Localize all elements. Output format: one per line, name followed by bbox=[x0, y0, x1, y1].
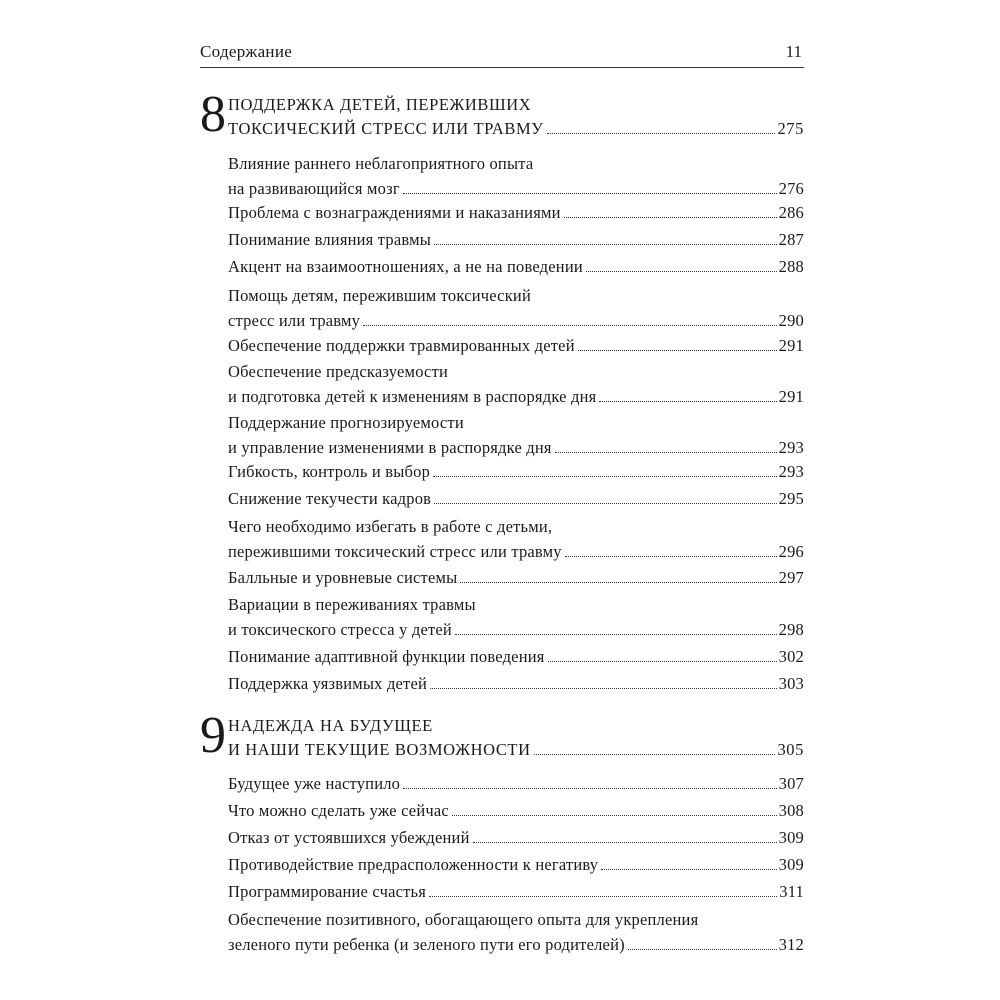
toc-entry bbox=[228, 334, 804, 358]
toc-entry-title: и токсического стресса у детей bbox=[228, 620, 452, 639]
dot-leader bbox=[599, 401, 776, 402]
dot-leader bbox=[548, 661, 777, 662]
toc-entry-title: стресс или травму bbox=[228, 311, 361, 330]
toc-entry-title: Будущее уже наступило bbox=[228, 774, 401, 793]
dot-leader bbox=[452, 815, 777, 816]
chapter-title-line: ПОДДЕРЖКА ДЕТЕЙ, ПЕРЕЖИВШИХ bbox=[228, 95, 532, 114]
dot-leader bbox=[601, 869, 776, 870]
toc-entry bbox=[228, 880, 804, 904]
toc-entry bbox=[228, 255, 804, 279]
dot-leader bbox=[565, 556, 777, 557]
toc-page-number: 288 bbox=[778, 257, 804, 276]
dot-leader bbox=[455, 634, 777, 635]
dot-leader bbox=[403, 788, 777, 789]
dot-leader bbox=[363, 325, 777, 326]
toc-entry bbox=[228, 799, 804, 823]
toc-page-number: 296 bbox=[778, 542, 804, 561]
chapter-title-line: ТОКСИЧЕСКИЙ СТРЕСС ИЛИ ТРАВМУ bbox=[228, 119, 544, 138]
chapter-title-line: НАДЕЖДА НА БУДУЩЕЕ bbox=[228, 716, 433, 735]
toc-entry bbox=[228, 514, 804, 564]
toc-entry-title: Балльные и уровневые системы bbox=[228, 568, 458, 587]
toc-entry bbox=[228, 566, 804, 590]
dot-leader bbox=[433, 476, 777, 477]
toc-entry bbox=[228, 645, 804, 669]
toc-entry-title: Обеспечение поддержки травмированных детей bbox=[228, 336, 575, 355]
toc-page-number: 295 bbox=[778, 489, 804, 508]
toc-page-number: 287 bbox=[778, 230, 804, 249]
chapter-number: 9 bbox=[200, 707, 226, 764]
toc-entry-line: Поддержание прогнозируемости bbox=[228, 413, 464, 432]
chapter-heading bbox=[200, 707, 804, 764]
chapter-number: 8 bbox=[200, 86, 226, 143]
toc-entry-title: пережившими токсический стресс или травму bbox=[228, 542, 562, 561]
dot-leader bbox=[473, 842, 777, 843]
toc-entry bbox=[228, 772, 804, 796]
dot-leader bbox=[460, 582, 776, 583]
toc-entry bbox=[228, 201, 804, 225]
dot-leader bbox=[434, 503, 776, 504]
toc-entry-title: Противодействие предрасположенности к негативу bbox=[228, 855, 599, 874]
toc-entry bbox=[228, 228, 804, 252]
toc-entry bbox=[228, 151, 804, 201]
toc-page-number: 293 bbox=[778, 462, 804, 481]
toc-entry-title: Понимание влияния травмы bbox=[228, 230, 432, 249]
toc-page-number: 298 bbox=[778, 620, 804, 639]
toc-entry bbox=[228, 672, 804, 696]
toc-entry-line: Влияние раннего неблагоприятного опыта bbox=[228, 154, 534, 173]
toc-page-number: 309 bbox=[778, 855, 804, 874]
toc-entry-title: Акцент на взаимоотношениях, а не на поведении bbox=[228, 257, 583, 276]
toc-entry-title: и управление изменениями в распорядке дня bbox=[228, 438, 552, 457]
chapter-page-number: 305 bbox=[777, 740, 804, 759]
toc-entry-title: Что можно сделать уже сейчас bbox=[228, 801, 449, 820]
chapter-title bbox=[228, 714, 804, 762]
chapter-title-last-line bbox=[228, 738, 804, 762]
dot-leader bbox=[564, 217, 777, 218]
dot-leader bbox=[628, 949, 777, 950]
toc-entry-title: Снижение текучести кадров bbox=[228, 489, 432, 508]
dot-leader bbox=[429, 896, 777, 897]
toc-entry-line: Чего необходимо избегать в работе с детьми, bbox=[228, 517, 553, 536]
toc-entry bbox=[228, 907, 804, 957]
toc-entry bbox=[228, 487, 804, 511]
running-header bbox=[200, 42, 804, 68]
toc-entry bbox=[228, 359, 804, 409]
toc-page-number: 290 bbox=[778, 311, 804, 330]
toc-entry-title: Поддержка уязвимых детей bbox=[228, 674, 428, 693]
toc-entry-title: на развивающийся мозг bbox=[228, 179, 400, 198]
toc-entry-title: Проблема с вознаграждениями и наказаниями bbox=[228, 203, 561, 222]
toc-entry-title: Понимание адаптивной функции поведения bbox=[228, 647, 545, 666]
toc-page-number: 276 bbox=[778, 179, 804, 198]
toc-page-number: 309 bbox=[778, 828, 804, 847]
toc-page-number: 291 bbox=[778, 387, 804, 406]
toc-entry-line: Обеспечение предсказуемости bbox=[228, 362, 449, 381]
chapter-title-last-line bbox=[228, 117, 804, 141]
dot-leader bbox=[434, 244, 777, 245]
toc-page-number: 293 bbox=[778, 438, 804, 457]
header-page-number: 11 bbox=[785, 42, 802, 61]
toc-entry-title: и подготовка детей к изменениям в распорядке дня bbox=[228, 387, 597, 406]
dot-leader bbox=[555, 452, 777, 453]
toc-entry bbox=[228, 460, 804, 484]
chapter-title bbox=[228, 93, 804, 141]
dot-leader bbox=[578, 350, 777, 351]
toc-page-number: 303 bbox=[778, 674, 804, 693]
toc-page-number: 297 bbox=[778, 568, 804, 587]
dot-leader bbox=[430, 688, 777, 689]
toc-page-number: 312 bbox=[778, 935, 804, 954]
chapter-heading bbox=[200, 86, 804, 143]
toc-entry-title: Программирование счастья bbox=[228, 882, 427, 901]
toc-entry-line: Обеспечение позитивного, обогащающего опыта для укрепления bbox=[228, 910, 699, 929]
dot-leader bbox=[534, 754, 776, 755]
toc-page-number: 308 bbox=[778, 801, 804, 820]
toc-entry bbox=[228, 592, 804, 642]
toc-entry-title: зеленого пути ребенка (и зеленого пути его родителей) bbox=[228, 935, 625, 954]
toc-page-number: 311 bbox=[779, 882, 804, 901]
toc-entry bbox=[228, 826, 804, 850]
toc-entry-line: Вариации в переживаниях травмы bbox=[228, 595, 476, 614]
dot-leader bbox=[586, 271, 777, 272]
toc-entry-line: Помощь детям, пережившим токсический bbox=[228, 286, 531, 305]
toc-entry-title: Гибкость, контроль и выбор bbox=[228, 462, 431, 481]
toc-entry-title: Отказ от устоявшихся убеждений bbox=[228, 828, 470, 847]
toc-page-number: 307 bbox=[778, 774, 804, 793]
chapter-title-line: И НАШИ ТЕКУЩИЕ ВОЗМОЖНОСТИ bbox=[228, 740, 531, 759]
toc-entry bbox=[228, 853, 804, 877]
dot-leader bbox=[547, 133, 776, 134]
toc-entry bbox=[228, 283, 804, 333]
toc-entry bbox=[228, 410, 804, 460]
toc-page-number: 291 bbox=[778, 336, 804, 355]
toc-page-number: 302 bbox=[778, 647, 804, 666]
dot-leader bbox=[403, 193, 777, 194]
toc-page-number: 286 bbox=[778, 203, 804, 222]
chapter-page-number: 275 bbox=[777, 119, 804, 138]
header-title: Содержание bbox=[200, 42, 293, 61]
